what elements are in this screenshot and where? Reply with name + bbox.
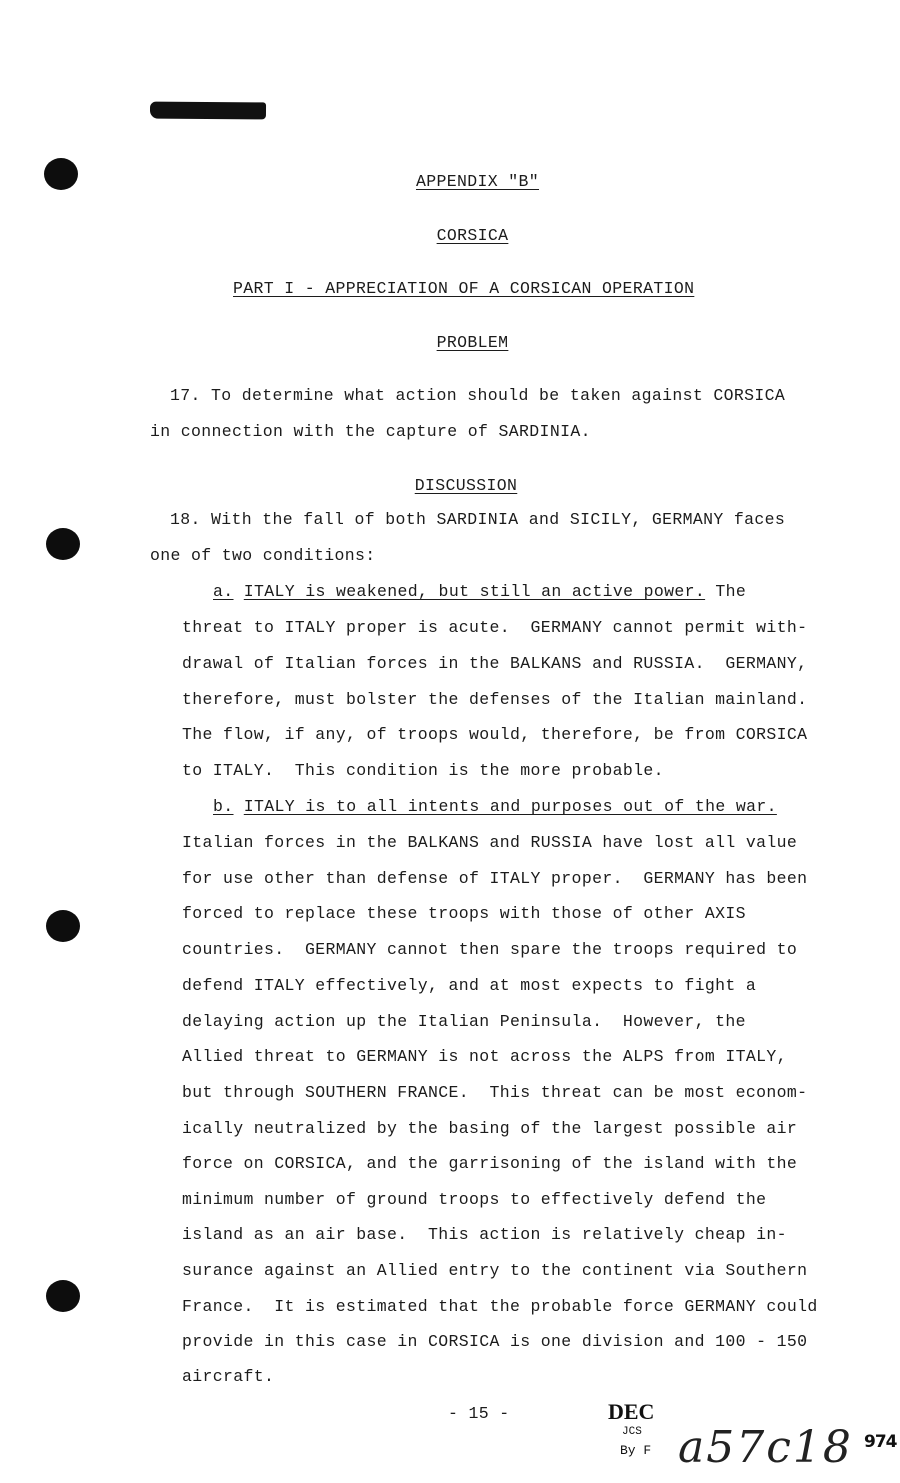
condition-b-line: Italian forces in the BALKANS and RUSSIA have lost all value <box>182 833 798 852</box>
stamp-agency: JCS <box>622 1426 642 1438</box>
condition-b-line: delaying action up the Italian Peninsula. However, the <box>182 1012 746 1031</box>
punch-hole-icon <box>46 1280 80 1312</box>
condition-b-line: France. It is estimated that the probable force GERMANY could <box>182 1297 818 1316</box>
condition-b-line: provide in this case in CORSICA is one division and 100 - 150 <box>182 1332 808 1351</box>
page-id: 974 <box>864 1432 897 1452</box>
condition-b-line: for use other than defense of ITALY proper. GERMANY has been <box>182 869 808 888</box>
problem-heading: PROBLEM <box>436 333 509 352</box>
condition-a-title: ITALY is weakened, but still an active power. <box>243 582 706 601</box>
condition-a-heading <box>213 582 746 602</box>
punch-hole-icon <box>46 910 80 942</box>
page-number: - 15 - <box>448 1404 510 1423</box>
discussion-heading: DISCUSSION <box>414 476 518 495</box>
subject-heading: CORSICA <box>436 226 509 245</box>
discussion-intro-line: 18. With the fall of both SARDINIA and SICILY, GERMANY faces <box>170 510 786 529</box>
condition-b-line: Allied threat to GERMANY is not across the ALPS from ITALY, <box>182 1047 787 1066</box>
problem-line: in connection with the capture of SARDINIA. <box>150 422 591 441</box>
redaction-block <box>150 102 266 120</box>
condition-b-line: defend ITALY effectively, and at most expects to fight a <box>182 976 757 995</box>
condition-a-label: a. <box>213 582 234 601</box>
condition-b-line: but through SOUTHERN FRANCE. This threat can be most econom- <box>182 1083 808 1102</box>
condition-a-line: The flow, if any, of troops would, therefore, be from CORSICA <box>182 725 808 744</box>
declassification-stamp: DEC <box>608 1399 655 1424</box>
condition-b-line: aircraft. <box>182 1367 275 1386</box>
punch-hole-icon <box>46 528 80 560</box>
condition-b-line: minimum number of ground troops to effectively defend the <box>182 1190 767 1209</box>
condition-b-line: force on CORSICA, and the garrisoning of the island with the <box>182 1154 798 1173</box>
condition-a-line: drawal of Italian forces in the BALKANS and RUSSIA. GERMANY, <box>182 654 808 673</box>
condition-a-line: to ITALY. This condition is the more probable. <box>182 761 664 780</box>
condition-b-line: ically neutralized by the basing of the largest possible air <box>182 1119 798 1138</box>
condition-b-line: surance against an Allied entry to the continent via Southern <box>182 1261 808 1280</box>
condition-b-line: forced to replace these troops with those of other AXIS <box>182 904 746 923</box>
stamp-by: By F <box>620 1443 652 1458</box>
problem-line: 17. To determine what action should be taken against CORSICA <box>170 386 786 405</box>
condition-b-label: b. <box>213 797 234 816</box>
appendix-heading: APPENDIX "B" <box>415 172 540 191</box>
discussion-intro-line: one of two conditions: <box>150 546 376 565</box>
condition-b-line: countries. GERMANY cannot then spare the troops required to <box>182 940 798 959</box>
condition-a-line: therefore, must bolster the defenses of the Italian mainland. <box>182 690 808 709</box>
condition-b-heading <box>213 797 777 817</box>
condition-a-line: threat to ITALY proper is acute. GERMANY cannot permit with- <box>182 618 808 637</box>
part-heading: PART I - APPRECIATION OF A CORSICAN OPERATION <box>233 279 695 298</box>
condition-b-title: ITALY is to all intents and purposes out of the war. <box>243 797 777 816</box>
condition-a-rest: The <box>705 582 747 601</box>
condition-b-line: island as an air base. This action is relatively cheap in- <box>182 1225 787 1244</box>
handwritten-code: a57c18 <box>678 1422 853 1473</box>
